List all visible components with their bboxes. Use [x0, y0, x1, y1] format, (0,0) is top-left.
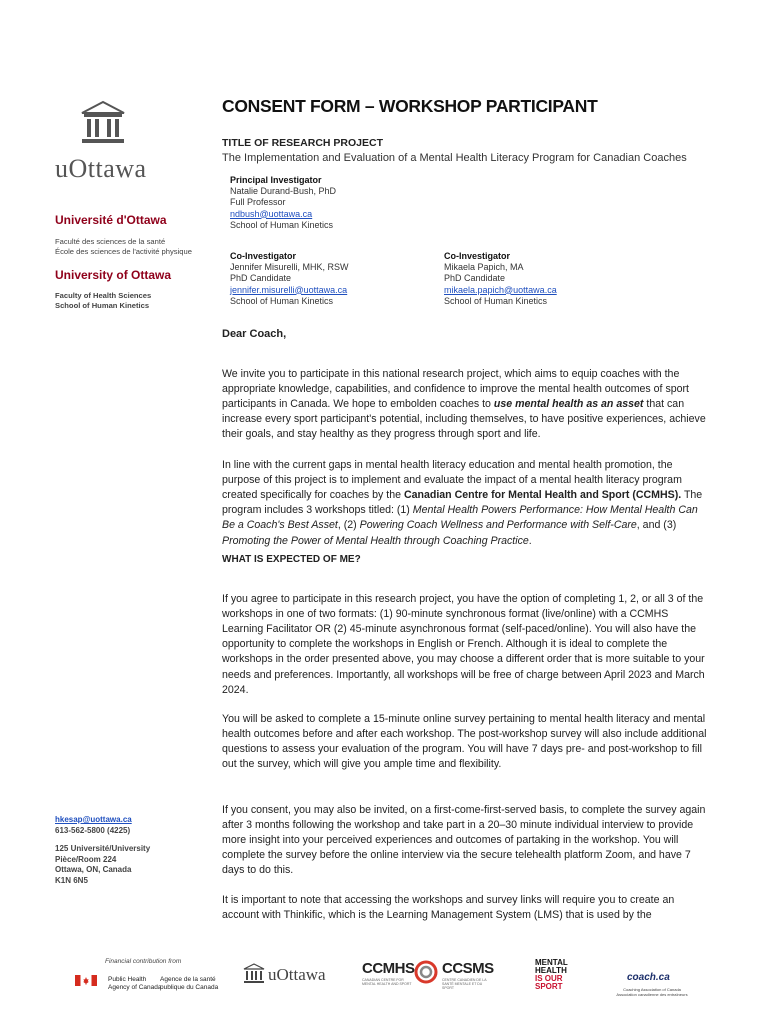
- co-investigator-2: [444, 251, 557, 307]
- contact-phone: 613-562-5800 (4225): [55, 825, 131, 835]
- ccsms-subtitle: CENTRE CANADIEN DE LA SANTÉ MENTALE ET DU SPORT: [442, 978, 487, 990]
- uottawa-wordmark: uOttawa: [55, 154, 147, 183]
- faculty-fr-line1: Faculté des sciences de la santé: [55, 237, 166, 246]
- uottawa-footer-logo: uOttawa: [268, 965, 326, 984]
- asset-emphasis: use mental health as an asset: [493, 398, 644, 410]
- co1-title: PhD Candidate: [230, 273, 292, 284]
- workshop-3-title: Promoting the Power of Mental Health through Coaching Practice: [222, 534, 529, 547]
- funding-label: Financial contribution from: [105, 958, 182, 965]
- canada-flag-icon: [75, 975, 97, 986]
- faculty-fr: [55, 237, 192, 256]
- co2-title: PhD Candidate: [444, 273, 506, 284]
- co1-name: Jennifer Misurelli, MHK, RSW: [230, 262, 349, 273]
- paragraph-interview: If you consent, you may also be invited, on a first-come-first-served basis, to complete the survey again after 3 months following the workshop and take part in a 20–30 minute individual interview to provide more insight into your perceived experiences and outcomes of partaking in the workshop. You will complete the survey before the online interview via the secure telehealth platform Zoom, and have 7 days to do this.: [222, 803, 706, 877]
- section-heading-expected: WHAT IS EXPECTED OF ME?: [222, 554, 361, 565]
- ccmhs-swirl-icon: [414, 960, 438, 984]
- phac-fr: Agence de la santé publique du Canada: [160, 976, 219, 991]
- uottawa-footer-building-icon: [243, 963, 265, 985]
- co2-email-link[interactable]: mikaela.papich@uottawa.ca: [444, 284, 557, 295]
- contact-email-link[interactable]: hkesap@uottawa.ca: [55, 815, 132, 824]
- page-title: CONSENT FORM – WORKSHOP PARTICIPANT: [222, 96, 598, 116]
- coach-ca-logo: coach.ca: [627, 972, 670, 983]
- principal-investigator: [230, 175, 336, 231]
- paragraph-purpose: In line with the current gaps in mental health literacy education and mental health promotion, the purpose of this project is to implement and evaluate the impact of a mental health literacy program created specifically for coaches by the Canadian Centre for Mental Health and Sport (CCMHS). The program includes 3 workshops titled: (1) Mental Health Powers Performance: How Mental Health Can Be a Coach's Best Asset, (2) Powering Coach Wellness and Performance with Self-Care, and (3) Promoting the Power of Mental Health through Coaching Practice.: [222, 458, 703, 547]
- co1-role: Co-Investigator: [230, 251, 297, 261]
- phac-en: Public Health Agency of Canada: [108, 976, 162, 991]
- coach-ca-subtitle: Coaching Association of Canada Association canadienne des entraîneurs: [616, 987, 688, 997]
- salutation: Dear Coach,: [222, 328, 287, 340]
- address-line1: 125 Université/University: [55, 844, 151, 853]
- paragraph-thinkific: It is important to note that accessing the workshops and survey links will require you to create an account with Thinkific, which is the Learning Management System (LMS) that is used by the: [222, 893, 675, 921]
- pi-email-link[interactable]: ndbush@uottawa.ca: [230, 208, 313, 219]
- workshop-1-title: Mental Health Powers Performance: How Mental Health Can Be a Coach's Best Asset: [222, 504, 698, 532]
- mental-health-is-our-sport-logo: MENTAL HEALTH IS OUR SPORT: [535, 958, 568, 991]
- project-label: TITLE OF RESEARCH PROJECT: [222, 137, 384, 149]
- co1-email-link[interactable]: jennifer.misurelli@uottawa.ca: [230, 284, 348, 295]
- university-name-en: University of Ottawa: [55, 268, 172, 282]
- workshop-2-title: Powering Coach Wellness and Performance with Self-Care: [359, 519, 637, 532]
- address-line3: Ottawa, ON, Canada: [55, 865, 132, 874]
- paragraph-formats: If you agree to participate in this research project, you have the option of completing 1, 2, or all 3 of the workshops in one of two formats: (1) 90-minute synchronous format (live/online) with a CCMHS Learning Facilitator OR (2) 45-minute asynchronous format (self-paced/online). You will also have the opportunity to complete the workshops in English or French. Although it is ideal to complete the workshops in the order presented above, you may choose a different order that is more suitable to your needs and preferences. Importantly, all workshops will be free of charge between April 2023 and March 2024.: [222, 592, 705, 696]
- address-line2: Pièce/Room 224: [55, 854, 117, 864]
- faculty-fr-line2: École des sciences de l'activité physique: [55, 246, 192, 256]
- co2-name: Mikaela Papich, MA: [444, 262, 524, 273]
- faculty-en: [55, 291, 151, 310]
- pi-role: Principal Investigator: [230, 175, 322, 185]
- address-line4: K1N 6N5: [55, 875, 88, 885]
- paragraph-intro: We invite you to participate in this national research project, which aims to equip coaches with the appropriate knowledge, capabilities, and confidence to improve the mental health outcomes of sport participants in Canada. We hope to embolden coaches to use mental health as an asset that can increase every sport participant's potential, including themselves, to have positive experiences, achieve their goals, and stay healthy as they progress through sport and life.: [222, 367, 706, 441]
- university-name-fr: Université d'Ottawa: [55, 213, 167, 227]
- faculty-en-line1: Faculty of Health Sciences: [55, 291, 152, 300]
- co-investigator-1: [230, 251, 349, 307]
- ccmhs-logo: CCMHS: [362, 960, 415, 977]
- uottawa-building-icon: [80, 100, 126, 146]
- co2-role: Co-Investigator: [444, 251, 511, 261]
- pi-name: Natalie Durand-Bush, PhD: [230, 186, 337, 197]
- project-title: The Implementation and Evaluation of a Mental Health Literacy Program for Canadian Coaches: [222, 152, 687, 164]
- pi-school: School of Human Kinetics: [230, 219, 334, 230]
- contact-block: [55, 815, 150, 886]
- co1-school: School of Human Kinetics: [230, 295, 334, 306]
- ccmhs-emphasis: Canadian Centre for Mental Health and Sport (CCMHS).: [403, 489, 682, 501]
- pi-title: Full Professor: [230, 197, 286, 208]
- faculty-en-line2: School of Human Kinetics: [55, 300, 150, 310]
- ccmhs-subtitle: CANADIAN CENTRE FOR MENTAL HEALTH AND SPORT: [362, 978, 412, 986]
- ccsms-logo: CCSMS: [442, 960, 494, 977]
- paragraph-survey: You will be asked to complete a 15-minute online survey pertaining to mental health literacy and mental health outcomes before and after each workshop. The post-workshop survey will also include additional questions to assess your evaluation of the program. You will have 7 days pre- and post-workshop to fill out the survey, which will give you ample time and flexibility.: [222, 712, 707, 771]
- co2-school: School of Human Kinetics: [444, 295, 548, 306]
